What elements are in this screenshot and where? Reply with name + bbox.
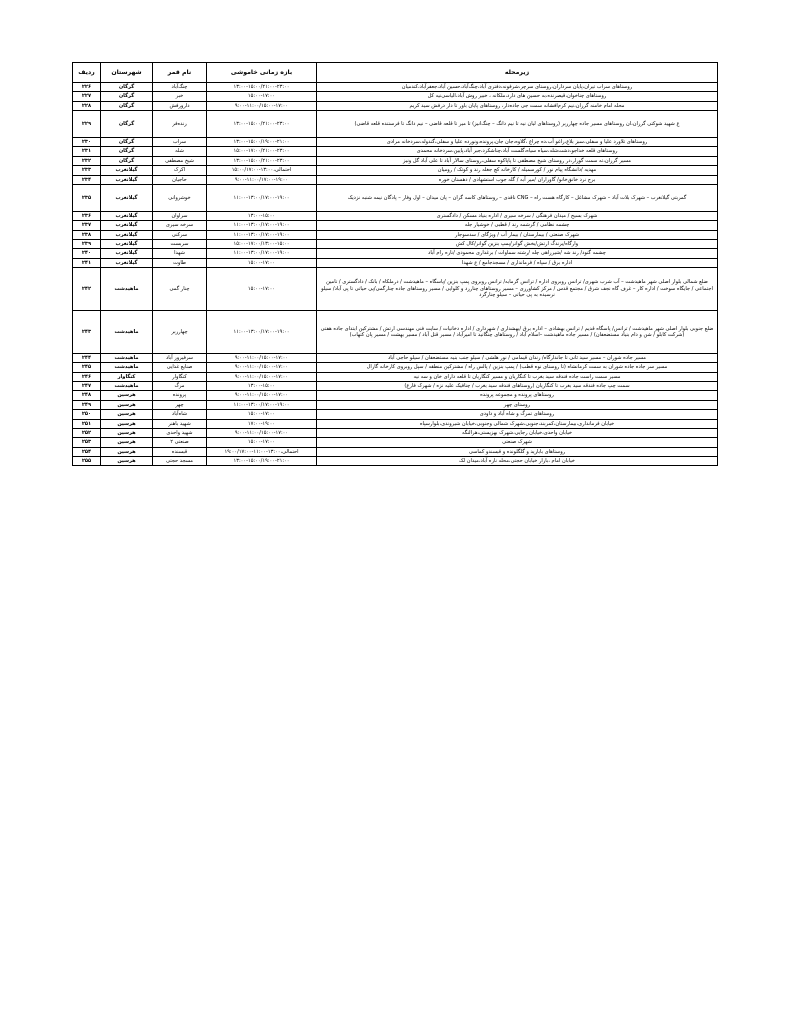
cell-desc: ضلع جنوبی بلوار اصلی شهر ماهیدشت / ترانس/ پاسگاه قدیم / ترانس بهشادی – اداره برق /بهشداری / شهرداری / اداره دخانیات / سایت فنی مهندسی ارتش / مشترکین ابتدای جاده هفتی (شرکت کابلو / شن و دام بنیاد مستضعفان) / مسیر جاده ماهیدشت –اسلام آباد / روستاهای چنگانید تا امیرآباد / مسیر قتل آباد / مسیر بهشت / مسیر پان کتهاب) — [317, 311, 718, 354]
cell-row-number: ۲۳۰ — [73, 138, 101, 147]
cell-row-number: ۲۲۸ — [73, 101, 101, 110]
cell-desc: وارگاه/یرندگ ارتش/بخش گوانر/پمپ بنزین گوانر/کال کش — [317, 239, 718, 248]
column-header-row: ردیف — [73, 63, 101, 83]
cell-desc: مسیر سمت راست جاده فندقه سید بغرب تا کنگاریان و مسیر کنگاریان تا قلعه دارای خان و سه نیه — [317, 372, 718, 381]
cell-city: ماهیدشت — [101, 311, 153, 354]
cell-city: گرگان — [101, 101, 153, 110]
outage-schedule-table — [72, 62, 718, 466]
cell-desc: روستاهای تمرگ و شاه آباد و داودی — [317, 410, 718, 419]
cell-city: هرسین — [101, 428, 153, 437]
cell-name: کنگاوار — [153, 372, 207, 381]
table-row — [73, 83, 718, 92]
cell-city: گیلانغرب — [101, 239, 153, 248]
cell-row-number: ۲۵۴ — [73, 447, 101, 456]
cell-desc: مسیر گرزان،ته سمت گوزار،در روستای شیخ مصطفی تا پاپاکوه سفلی،روستای سالار آباد تا علی آباد گل ونیز — [317, 156, 718, 165]
cell-city: کنگاوار — [101, 372, 153, 381]
cell-row-number: ۲۳۲ — [73, 156, 101, 165]
cell-name: شهید واحدی — [153, 428, 207, 437]
cell-city: هرسین — [101, 456, 153, 465]
cell-row-number: ۲۴۹ — [73, 400, 101, 409]
cell-time: ۱۳:۰۰-۱۵:۰۰/۲۱:۰۰-۲۳:۰۰ — [207, 156, 317, 165]
table-row — [73, 382, 718, 391]
cell-name: اکرک — [153, 166, 207, 175]
cell-time: ۱۱:۰۰-۱۳:۰۰/۱۷:۰۰-۱۹:۰۰ — [207, 311, 317, 354]
cell-desc: روستای چهر — [317, 400, 718, 409]
cell-city: گیلانغرب — [101, 258, 153, 267]
cell-desc: چشمه گنود/ رند شه /شیرزاهی چله /رشته سماوات / برغداری محمودی /نازه رام آباد — [317, 249, 718, 258]
column-header-desc: زیرمحله — [317, 63, 718, 83]
cell-time: ۱۵:۰۰-۱۷:۰۰/۲۱:۰۰-۲۳:۰۰ — [207, 147, 317, 156]
table-row — [73, 311, 718, 354]
cell-city: هرسین — [101, 447, 153, 456]
cell-name: طاوت — [153, 258, 207, 267]
table-row — [73, 410, 718, 419]
cell-desc: روستاهای بابازید و گلگلونده و قبسندو کماسی — [317, 447, 718, 456]
cell-city: گرگان — [101, 138, 153, 147]
cell-row-number: ۲۲۷ — [73, 92, 101, 101]
table-row — [73, 111, 718, 138]
cell-desc: شهرک صنعتی / بیمارستان / بیمار آب / ویژگای / سدسوجار — [317, 230, 718, 239]
cell-row-number: ۲۴۸ — [73, 391, 101, 400]
table-row — [73, 92, 718, 101]
cell-name: زنده‌فر — [153, 111, 207, 138]
cell-name: شهید باهنر — [153, 419, 207, 428]
cell-name: چهارزبر — [153, 311, 207, 354]
cell-name: صنعتی ۲ — [153, 438, 207, 447]
cell-time: ۱۳:۰۰-۱۵:۰۰/۲۱:۰۰-۲۳:۰۰ — [207, 111, 317, 138]
cell-desc: مسیر سر جاده جاده شوران به سمت کرمانشاه (تا روستای نوه قطب) / پمپ بنزین / پالس راه / مشترکین منطقه / سپل روبروی کارخانه گازال — [317, 363, 718, 372]
cell-row-number: ۲۳۵ — [73, 184, 101, 211]
cell-desc: گمربتی گیلانغرب – شهرک بلات آباد – شهرک مشاغل – کارگاه هست راه – CNG ناقدی – روستاهای کاسه گران – پان میدان – اول وفار – پادگان نیمه شنبه نزدیک — [317, 184, 718, 211]
cell-time: احتمالی،۱۳:۰۰-۱۵:۰۰/۱۷:۰۰ — [207, 166, 317, 175]
cell-city: ماهیدشت — [101, 268, 153, 311]
cell-time: ۱۵:۰۰-۱۷:۰۰ — [207, 410, 317, 419]
cell-time: ۱۱:۰۰-۱۳:۰۰/۱۷:۰۰-۱۹:۰۰ — [207, 184, 317, 211]
cell-desc: روستاهای چناخوان،قیصرنده،به حسین های دارد،ملکانه ، خبیر روش آباد،الیاسی‌نیه کل — [317, 92, 718, 101]
cell-time: ۱۱:۰۰-۱۳:۰۰/۱۷:۰۰-۱۹:۰۰ — [207, 230, 317, 239]
cell-desc: مهدیه /دانشگاه پیام نور / کورسمیله / کارخانه کچ جغله رند و کوتک / رومیان — [317, 166, 718, 175]
table-row — [73, 230, 718, 239]
cell-name: شیخ مصطفی — [153, 156, 207, 165]
cell-row-number: ۲۴۲ — [73, 268, 101, 311]
cell-time: ۱۷:۰۰-۱۹:۰۰ — [207, 419, 317, 428]
cell-name: سربست — [153, 239, 207, 248]
cell-city: ماهیدشت — [101, 363, 153, 372]
cell-city: هرسین — [101, 438, 153, 447]
cell-desc: روستاهای قلعه خداجو،دشت‌شله،سیاه سیاه،گلست آباد،چناشکرد،جبر آباد،پایین،سردخانه محمدی — [317, 147, 718, 156]
cell-desc: سمت چپ جاده فندقه سید بغرب تا کنگاریان (روستاهای فندقه سید بغرب / چنافیک علیه نزه / شهرک فارغ) — [317, 382, 718, 391]
cell-name: چنگ‌آباد — [153, 83, 207, 92]
table-row — [73, 166, 718, 175]
cell-city: هرسین — [101, 410, 153, 419]
cell-name: سراب — [153, 138, 207, 147]
column-header-time: بازه زمانی خاموشی — [207, 63, 317, 83]
cell-name: دارورفش — [153, 101, 207, 110]
cell-time: ۹:۰۰-۱۱:۰۰/۱۵:۰۰-۱۷:۰۰ — [207, 354, 317, 363]
cell-row-number: ۲۵۵ — [73, 456, 101, 465]
cell-city: گیلانغرب — [101, 249, 153, 258]
cell-time: احتمالی،۱۳:۰۰-۱۱:۰۰-۱۹:۰۰/۱۷:۰۰ — [207, 447, 317, 456]
cell-row-number: ۲۳۱ — [73, 147, 101, 156]
cell-desc: چشمه نظامی / گرشمه رند / قطبی / خوشیار جله — [317, 221, 718, 230]
table-row — [73, 147, 718, 156]
cell-time: ۱۳:۰۰-۱۵:۰۰/۲۱:۰۰-۲۳:۰۰ — [207, 83, 317, 92]
cell-name: خوشروانی — [153, 184, 207, 211]
table-row — [73, 447, 718, 456]
cell-time: ۱۵:۰۰-۱۷:۰۰ — [207, 92, 317, 101]
cell-time: ۹:۰۰-۱۱:۰۰/۱۵:۰۰-۱۷:۰۰ — [207, 363, 317, 372]
cell-row-number: ۲۴۱ — [73, 258, 101, 267]
cell-city: گیلانغرب — [101, 175, 153, 184]
table-row — [73, 391, 718, 400]
cell-time: ۹:۰۰-۱۱:۰۰/۱۷:۰۰-۱۹:۰۰ — [207, 175, 317, 184]
table-row — [73, 456, 718, 465]
cell-time: ۱۳:۰۰-۱۵:۰۰/۱۹:۰۰-۲۱:۰۰ — [207, 138, 317, 147]
cell-name: شاه‌آباد — [153, 410, 207, 419]
cell-desc: محله امام خامنه گرزان،نیم کرم‌افشانه سمت جی جاده‌دار، روستاهای پایان باور تا دار درفش سید کریم — [317, 101, 718, 110]
cell-time: ۱۳:۰۰-۱۵:۰۰ — [207, 211, 317, 220]
cell-desc: خیابان واحدی،خیابان رجایی،شهرک بهزیستی،هرالنگه — [317, 428, 718, 437]
cell-city: گرگان — [101, 147, 153, 156]
cell-desc: غ شهید شوکتی گرزان،ان روستاهای مسیر جاده چهارزبر (روستاهای لیان نیه تا نیم دانگ – چنگ‌انیز) تا میر تا قلعه قاضی – نیم دانگ تا فرستنده قلعه قاضی) — [317, 111, 718, 138]
table-header-row — [73, 63, 718, 83]
cell-name: شهدا — [153, 249, 207, 258]
cell-row-number: ۲۴۵ — [73, 363, 101, 372]
cell-time: ۱۱:۰۰-۱۳:۰۰/۱۷:۰۰-۱۹:۰۰ — [207, 249, 317, 258]
cell-city: گرگان — [101, 111, 153, 138]
cell-desc: روستاهای سراب تیران،پایان سرداران،روستای سرچر،شرفونه،دفتری آباد،چنگ‌آباد،حسین آباد،جعفرآباد،کندمیان — [317, 83, 718, 92]
table-row — [73, 372, 718, 381]
cell-name: سرخه سیری — [153, 221, 207, 230]
cell-city: گرگان — [101, 156, 153, 165]
table-row — [73, 221, 718, 230]
cell-city: هرسین — [101, 419, 153, 428]
cell-row-number: ۲۵۱ — [73, 419, 101, 428]
cell-time: ۱۵:۰۰-۱۷:۰۰/۱۳:۰۰-۱۵:۰۰ — [207, 239, 317, 248]
cell-name: قبسنده — [153, 447, 207, 456]
cell-row-number: ۲۴۷ — [73, 382, 101, 391]
cell-name: مرگ — [153, 382, 207, 391]
column-header-city: شهرستان — [101, 63, 153, 83]
cell-desc: اداره برق / سپاه / فرمانداری / مسجدجامع / ع شهدا — [317, 258, 718, 267]
table-row — [73, 400, 718, 409]
table-row — [73, 258, 718, 267]
cell-city: گیلانغرب — [101, 166, 153, 175]
cell-row-number: ۲۵۲ — [73, 428, 101, 437]
table-body — [73, 83, 718, 466]
cell-city: گرگان — [101, 83, 153, 92]
cell-city: هرسین — [101, 400, 153, 409]
table-row — [73, 249, 718, 258]
table-row — [73, 184, 718, 211]
table-row — [73, 101, 718, 110]
cell-row-number: ۲۲۹ — [73, 111, 101, 138]
table-row — [73, 138, 718, 147]
cell-city: ماهیدشت — [101, 382, 153, 391]
cell-time: ۱۵:۰۰-۱۷:۰۰ — [207, 438, 317, 447]
cell-name: چهر — [153, 400, 207, 409]
cell-city: گیلانغرب — [101, 230, 153, 239]
cell-name: سراوان — [153, 211, 207, 220]
cell-desc: شهرک بسیج / میدان فرهنگی / سرخه سیری / اداره بنیاد مسکن / دادگستری — [317, 211, 718, 220]
table-row — [73, 363, 718, 372]
cell-name: حاجیان — [153, 175, 207, 184]
cell-name: سرفیروز آباد — [153, 354, 207, 363]
cell-time: ۱۱:۰۰-۱۳:۰۰/۱۷:۰۰-۱۹:۰۰ — [207, 221, 317, 230]
cell-name: مسجد حجتی — [153, 456, 207, 465]
cell-city: هرسین — [101, 391, 153, 400]
cell-city: ماهیدشت — [101, 354, 153, 363]
cell-desc: مسیر جاده شوران – مسیر سید ثانی تا جاندارگاه/ زندان قیمامی / نور هلشی / سیلو جنب بنیه مستضعفان / سیلو حاجی آباد — [317, 354, 718, 363]
cell-desc: خیابان فرمانداری،بیمارستان،کمربند،جنوبی،شهرک شمالی وجنوبی،خیابان شیروندی،بلوارسپاه — [317, 419, 718, 428]
table-row — [73, 428, 718, 437]
table-row — [73, 239, 718, 248]
cell-row-number: ۲۴۴ — [73, 354, 101, 363]
cell-desc: روستاهای پرونده و مجموعه پرونده — [317, 391, 718, 400]
cell-time: ۱۳:۰۰-۱۵:۰۰/۱۹:۰۰-۲۱:۰۰ — [207, 456, 317, 465]
cell-row-number: ۲۵۳ — [73, 438, 101, 447]
cell-row-number: ۲۳۴ — [73, 175, 101, 184]
cell-row-number: ۲۳۹ — [73, 239, 101, 248]
table-row — [73, 354, 718, 363]
cell-time: ۹:۰۰-۱۱:۰۰/۱۵:۰۰-۱۷:۰۰ — [207, 428, 317, 437]
cell-row-number: ۲۳۶ — [73, 211, 101, 220]
cell-desc: روستاهای تلاورد علیا و سفلی،سبز بلاغ،زاغو آب،ده چراغ ،گلاوه،جان جان،پرونده،ونورده علیا و سفلی،گندوله،سردخانه مرادی — [317, 138, 718, 147]
table-row — [73, 268, 718, 311]
cell-desc: شهرک صنعتی — [317, 438, 718, 447]
cell-row-number: ۲۳۷ — [73, 221, 101, 230]
cell-name: چنار گمی — [153, 268, 207, 311]
table-row — [73, 211, 718, 220]
cell-name: پرونده — [153, 391, 207, 400]
cell-row-number: ۲۲۶ — [73, 83, 101, 92]
table-row — [73, 419, 718, 428]
cell-city: گیلانغرب — [101, 221, 153, 230]
cell-row-number: ۲۴۰ — [73, 249, 101, 258]
cell-row-number: ۲۴۶ — [73, 372, 101, 381]
cell-city: گرگان — [101, 92, 153, 101]
cell-time: ۹:۰۰-۱۱:۰۰/۱۵:۰۰-۱۷:۰۰ — [207, 101, 317, 110]
cell-time: ۹:۰۰-۱۱:۰۰/۱۵:۰۰-۱۷:۰۰ — [207, 391, 317, 400]
cell-city: گیلانغرب — [101, 211, 153, 220]
cell-name: سرکنی — [153, 230, 207, 239]
table-row — [73, 156, 718, 165]
cell-time: ۱۵:۰۰-۱۷:۰۰ — [207, 258, 317, 267]
cell-row-number: ۲۳۸ — [73, 230, 101, 239]
cell-name: صنایع غذایی — [153, 363, 207, 372]
cell-city: گیلانغرب — [101, 184, 153, 211]
cell-row-number: ۲۳۳ — [73, 166, 101, 175]
table-row — [73, 175, 718, 184]
table-row — [73, 438, 718, 447]
cell-time: ۱۵:۰۰-۱۷:۰۰ — [207, 268, 317, 311]
cell-row-number: ۲۵۰ — [73, 410, 101, 419]
cell-name: شله — [153, 147, 207, 156]
cell-time: ۹:۰۰-۱۱:۰۰/۱۵:۰۰-۱۷:۰۰ — [207, 372, 317, 381]
cell-desc: خیابان امام ،بازار خیابان حجتی،محله نازه آباد،میدان لک — [317, 456, 718, 465]
cell-desc: ضلع شمالی بلوار اصلی شهر ماهیدشت – آب شرب شهری/ ترانس روبروی اداره / ترانس گرمابه/ ترانس روبروی پمپ بنزین /پاسگاه – ماهیدشت / درملکاه / بانک / دادگستری / تامین اجتماعی / جایگاه سوخت / اداره کار – غرف گاه نجف شرق / مجتمع قدس / مرکز کشاورزی – مسیر روستاهای چنارزد و کلوایی / مسیر روستاهای جاده چنارگمی/پی حیاتی تا پی آباد/ سیلو نرسیده به پی حیاتی – سیلو چنارگرد — [317, 268, 718, 311]
cell-time: ۱۳:۰۰-۱۵:۰۰ — [207, 382, 317, 391]
cell-row-number: ۲۴۳ — [73, 311, 101, 354]
cell-desc: برج نرد خانق‌خانو/ گاوزاران /میر آبه / گله جوب استشهادی / دهستان خوره — [317, 175, 718, 184]
cell-time: ۱۱:۰۰-۱۳:۰۰/۱۷:۰۰-۱۹:۰۰ — [207, 400, 317, 409]
cell-name: خبر — [153, 92, 207, 101]
column-header-name: نام قمر — [153, 63, 207, 83]
